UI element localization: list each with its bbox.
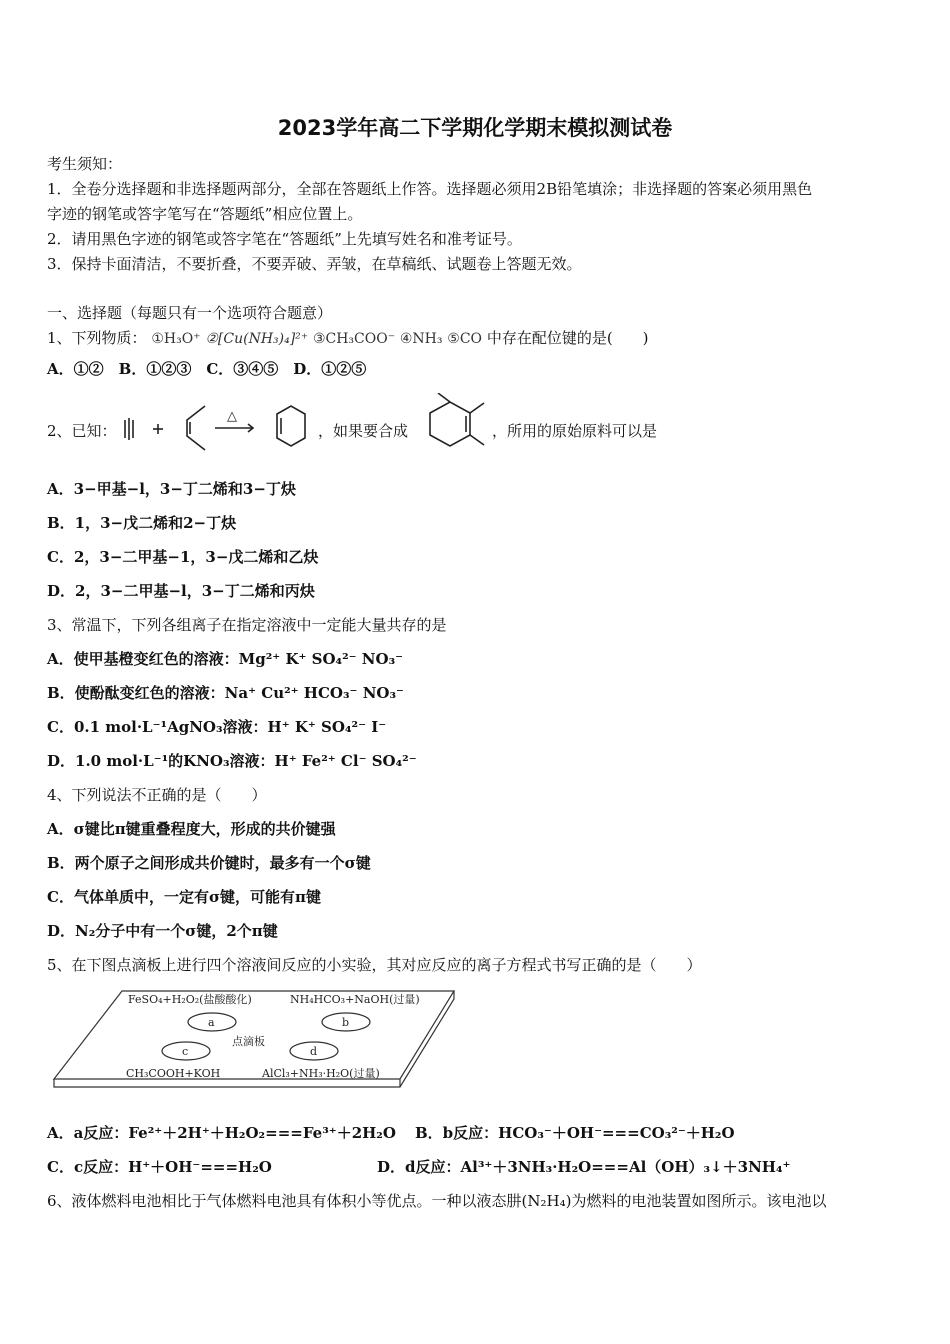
- question-5: 5、在下图点滴板上进行四个溶液间反应的小实验，其对应反应的离子方程式书写正确的是（ ）: [47, 956, 702, 974]
- q5-option: B．b反应：HCO₃⁻＋OH⁻===CO₃²⁻＋H₂O: [415, 1124, 735, 1142]
- well-label: d: [310, 1045, 318, 1058]
- methyl-group: [470, 403, 484, 413]
- notice-item: 3．保持卡面清洁，不要折叠，不要弄破、弄皱，在草稿纸、试题卷上答题无效。: [47, 255, 582, 273]
- ring-structure: [430, 402, 470, 446]
- well-label: c: [182, 1045, 189, 1058]
- q4-option: A．σ键比π键重叠程度大，形成的共价键强: [47, 820, 336, 838]
- q2-option: B．1，3−戊二烯和2−丁炔: [47, 514, 237, 532]
- q5-option: C．c反应：H⁺＋OH⁻===H₂O: [47, 1158, 272, 1176]
- well-label: a: [208, 1016, 215, 1029]
- question-6: 6、液体燃料电池相比于气体燃料电池具有体积小等优点。一种以液态肼(N₂H₄)为燃料的电池装置如图所示。该电池以: [47, 1192, 827, 1210]
- q1-item: ④NH₃: [399, 331, 443, 347]
- question-3: 3、常温下，下列各组离子在指定溶液中一定能大量共存的是: [47, 616, 447, 634]
- reagent-label: AlCl₃+NH₃·H₂O(过量): [262, 1067, 380, 1080]
- reagent-label: NH₄HCO₃+NaOH(过量): [290, 993, 420, 1006]
- q1-item: ⑤CO: [447, 331, 483, 347]
- q2-prefix: 2、已知：: [47, 422, 117, 440]
- plate-label: 点滴板: [232, 1035, 265, 1048]
- reagent-label: FeSO₄+H₂O₂(盐酸酸化): [128, 993, 252, 1006]
- q1-item: ②[Cu(NH₃)₄]²⁺: [205, 331, 309, 347]
- question-1: [47, 327, 649, 348]
- spot-plate-diagram: [50, 985, 462, 1095]
- q1-options: A．①② B．①②③ C．③④⑤ D．①②⑤: [47, 360, 367, 378]
- section-heading: 一、选择题（每题只有一个选项符合题意）: [47, 304, 333, 322]
- q1-item: ③CH₃COO⁻: [312, 331, 396, 347]
- methyl-group: [470, 435, 484, 445]
- q5-option: D．d反应：Al³⁺＋3NH₃·H₂O===Al（OH）₃↓＋3NH₄⁺: [377, 1158, 791, 1176]
- q2-suffix: ，所用的原始原料可以是: [492, 422, 658, 440]
- reagent-label: CH₃COOH+KOH: [126, 1067, 221, 1080]
- q4-option: B．两个原子之间形成共价键时，最多有一个σ键: [47, 854, 371, 872]
- well-label: b: [342, 1016, 350, 1029]
- question-4: 4、下列说法不正确的是（ ）: [47, 786, 267, 804]
- q5-option: A．a反应：Fe²⁺＋2H⁺＋H₂O₂===Fe³⁺＋2H₂O: [47, 1124, 396, 1142]
- target-molecule: [416, 393, 496, 459]
- notice-item: 1．全卷分选择题和非选择题两部分，全部在答题纸上作答。选择题必须用2B铅笔填涂；非选择题的答案必须用黑色: [47, 180, 813, 198]
- q3-option: A．使甲基橙变红色的溶液：Mg²⁺ K⁺ SO₄²⁻ NO₃⁻: [47, 650, 404, 668]
- q1-suffix: 中存在配位键的是( ): [486, 329, 649, 347]
- heat-label: △: [227, 409, 237, 424]
- q2-mid: ，如果要合成: [318, 422, 409, 440]
- q2-option: C．2，3−二甲基−1，3−戊二烯和乙炔: [47, 548, 319, 566]
- q3-option: D．1.0 mol·L⁻¹的KNO₃溶液：H⁺ Fe²⁺ Cl⁻ SO₄²⁻: [47, 752, 417, 770]
- notice-heading: 考生须知：: [47, 155, 123, 173]
- q4-option: C．气体单质中，一定有σ键，可能有π键: [47, 888, 321, 906]
- methyl-group: [438, 393, 450, 402]
- notice-item: 2．请用黑色字迹的钢笔或答字笔在“答题纸”上先填写姓名和准考证号。: [47, 230, 522, 248]
- q3-option: B．使酚酞变红色的溶液：Na⁺ Cu²⁺ HCO₃⁻ NO₃⁻: [47, 684, 404, 702]
- q2-option: D．2，3−二甲基−l，3−丁二烯和丙炔: [47, 582, 315, 600]
- reaction-scheme: [115, 398, 315, 458]
- q2-option: A．3−甲基−l，3−丁二烯和3−丁炔: [47, 480, 296, 498]
- q4-option: D．N₂分子中有一个σ键，2个π键: [47, 922, 278, 940]
- q3-option: C．0.1 mol·L⁻¹AgNO₃溶液：H⁺ K⁺ SO₄²⁻ I⁻: [47, 718, 387, 736]
- notice-item: 字迹的钢笔或答字笔写在“答题纸”相应位置上。: [47, 205, 363, 223]
- q1-item: ①H₃O⁺: [151, 331, 201, 347]
- page-title: 2023学年高二下学期化学期末模拟测试卷: [277, 116, 673, 140]
- q1-prefix: 1、下列物质：: [47, 329, 147, 347]
